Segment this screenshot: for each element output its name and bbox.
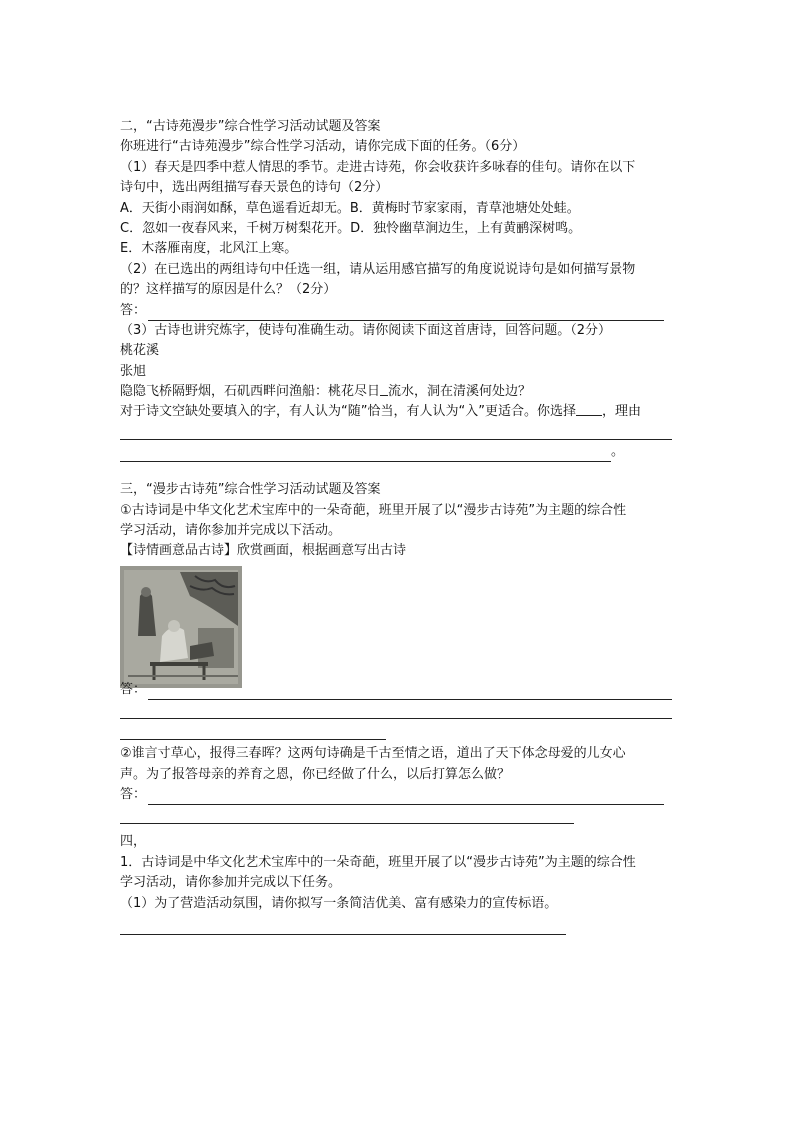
answer-line-3[interactable] bbox=[120, 725, 386, 740]
poem-title: 桃花溪 bbox=[120, 343, 160, 359]
answer-line-2[interactable] bbox=[120, 704, 672, 719]
answer-row-q2 bbox=[120, 301, 664, 321]
section-4-title: 四， bbox=[120, 834, 147, 850]
reason-text: ，理由 bbox=[601, 404, 641, 420]
answer-label: 答： bbox=[120, 681, 147, 697]
section-2-intro: 你班进行“古诗苑漫步”综合性学习活动，请你完成下面的任务。（6分） bbox=[120, 139, 526, 155]
question-2-line-2: 的？这样描写的原因是什么？（2分） bbox=[120, 282, 337, 298]
choose-text: 对于诗文空缺处要填入的字，有人认为“随”恰当，有人认为“入”更适合。你选择 bbox=[120, 404, 576, 420]
section-3-title: 三，“漫步古诗苑”综合性学习活动试题及答案 bbox=[120, 482, 381, 498]
section-3-para-1-line-1: ①古诗词是中华文化艺术宝库中的一朵奇葩，班里开展了以“漫步古诗苑”为主题的综合性 bbox=[120, 502, 627, 518]
section-4-para-1-line-2: 学习活动，请你参加并完成以下任务。 bbox=[120, 875, 342, 891]
poem-picture-task: 【诗情画意品古诗】欣赏画面，根据画意写出古诗 bbox=[120, 543, 407, 559]
question-2-line-1: （2）在已选出的两组诗句中任选一组，请从运用感官描写的角度说说诗句是如何描写景物 bbox=[120, 261, 636, 277]
poem-painting-image bbox=[120, 566, 242, 688]
painting-illustration bbox=[120, 566, 242, 688]
answer-line-1[interactable] bbox=[148, 790, 664, 805]
section-3-para-2-line-1: ②谁言寸草心，报得三春晖？这两句诗确是千古至情之语，道出了天下体念母爱的儿女心 bbox=[120, 746, 626, 762]
slogan-answer-line[interactable] bbox=[120, 920, 566, 935]
option-c-d: C．忽如一夜春风来，千树万树梨花开。D．独怜幽草涧边生，上有黄鹂深树鸣。 bbox=[120, 220, 582, 236]
poem-line-part-a: 隐隐飞桥隔野烟，石矶西畔问渔船：桃花尽日 bbox=[120, 384, 381, 400]
document-page bbox=[120, 117, 680, 935]
answer-line-2[interactable] bbox=[120, 809, 574, 824]
option-e: E．木落雁南度，北风江上寒。 bbox=[120, 241, 298, 257]
answer-label: 答： bbox=[120, 786, 147, 802]
question-1-line-1: （1）春天是四季中惹人情思的季节。走进古诗苑，你会收获许多咏春的佳句。请你在以下 bbox=[120, 159, 636, 175]
poem-blank[interactable] bbox=[380, 383, 388, 396]
reason-line-1[interactable] bbox=[120, 425, 672, 440]
choose-word-line bbox=[120, 402, 680, 422]
option-a-b: A．天街小雨润如酥，草色遥看近却无。B．黄梅时节家家雨，青草池塘处处蛙。 bbox=[120, 200, 580, 216]
question-1-line-2: 诗句中，选出两组描写春天景色的诗句（2分） bbox=[120, 180, 389, 196]
choice-blank[interactable] bbox=[576, 403, 602, 416]
reason-line-2[interactable] bbox=[120, 447, 611, 462]
section-2-title: 二，“古诗苑漫步”综合性学习活动试题及答案 bbox=[120, 119, 381, 134]
answer-line[interactable] bbox=[148, 306, 664, 321]
answer-line-1[interactable] bbox=[148, 685, 672, 700]
section-3-para-2-line-2: 声。为了报答母亲的养育之恩，你已经做了什么，以后打算怎么做？ bbox=[120, 766, 511, 782]
section-4-para-1-line-1: 1．古诗词是中华文化艺术宝库中的一朵奇葩，班里开展了以“漫步古诗苑”为主题的综合性 bbox=[120, 854, 636, 870]
poem-lines bbox=[120, 382, 680, 402]
poem-line-part-b: 流水，洞在清溪何处边？ bbox=[388, 384, 532, 400]
poem-author: 张旭 bbox=[120, 363, 147, 379]
end-mark: 。 bbox=[610, 443, 624, 459]
answer-row-mother bbox=[120, 785, 664, 805]
question-3: （3）古诗也讲究炼字，使诗句准确生动。请你阅读下面这首唐诗，回答问题。（2分） bbox=[120, 322, 612, 338]
reason-row-2 bbox=[120, 442, 624, 462]
section-4-question-1: （1）为了营造活动氛围，请你拟写一条简洁优美、富有感染力的宣传标语。 bbox=[120, 895, 558, 911]
section-3-para-1-line-2: 学习活动，请你参加并完成以下活动。 bbox=[120, 523, 342, 539]
answer-label: 答： bbox=[120, 302, 147, 318]
